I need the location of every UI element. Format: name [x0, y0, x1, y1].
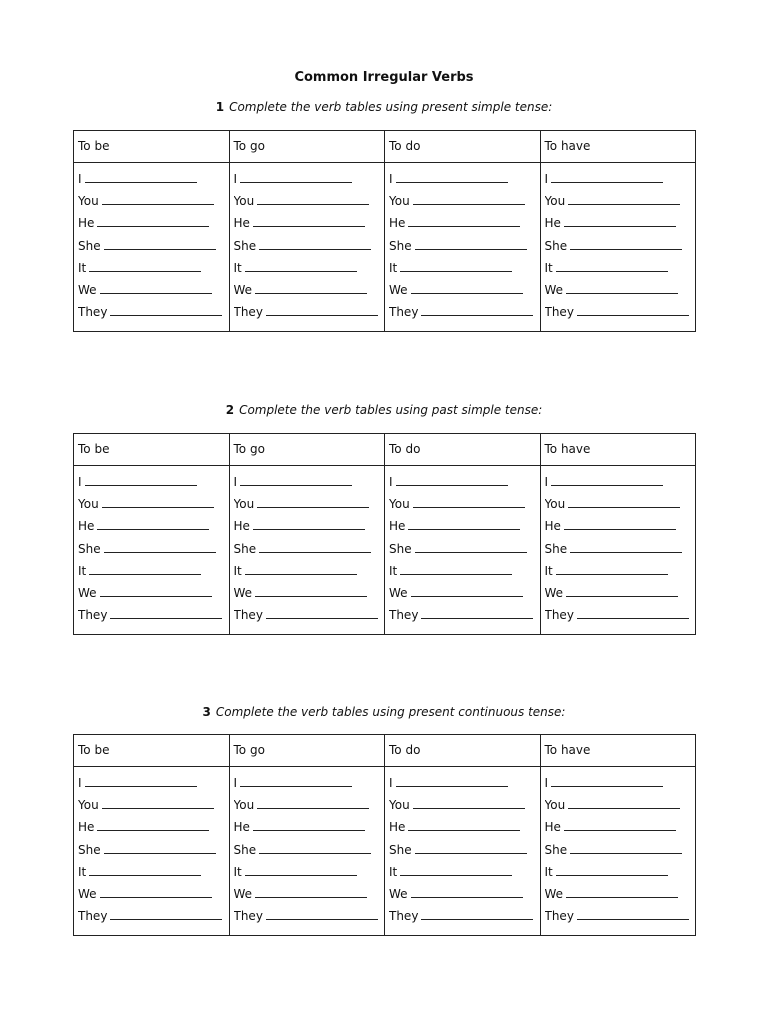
answer-blank[interactable]: [421, 605, 533, 619]
conjugation-row: [74, 767, 696, 936]
pronoun-label: It: [78, 563, 87, 578]
pronoun-line: [78, 794, 227, 816]
pronoun-label: She: [544, 842, 568, 857]
conjugation-cell: [540, 163, 696, 332]
answer-blank[interactable]: [255, 884, 367, 898]
pronoun-line: [234, 279, 383, 301]
answer-blank[interactable]: [110, 605, 222, 619]
pronoun-line: [389, 493, 538, 515]
instruction-text: Complete the verb tables using past simple tense:: [239, 403, 543, 417]
pronoun-label: She: [389, 842, 412, 857]
answer-blank[interactable]: [564, 817, 676, 831]
pronoun-line: [234, 905, 383, 927]
answer-blank[interactable]: [257, 795, 369, 809]
pronoun-label: You: [78, 497, 99, 512]
verb-header: To do: [385, 735, 541, 767]
verb-table-3: [73, 734, 696, 936]
conjugation-cell: [385, 767, 541, 936]
pronoun-label: They: [544, 909, 574, 924]
verb-header-row: [74, 131, 696, 163]
answer-blank[interactable]: [411, 583, 523, 597]
answer-blank[interactable]: [110, 302, 222, 316]
pronoun-label: We: [233, 282, 253, 297]
section-1-instruction: [0, 100, 768, 114]
pronoun-label: She: [78, 541, 101, 556]
pronoun-line: [545, 905, 694, 927]
answer-blank[interactable]: [551, 472, 663, 486]
pronoun-line: [234, 235, 383, 257]
conjugation-cell: [540, 466, 696, 635]
page-title: Common Irregular Verbs: [294, 70, 474, 85]
pronoun-line: [545, 279, 694, 301]
pronoun-label: You: [389, 497, 410, 512]
pronoun-label: It: [233, 563, 242, 578]
pronoun-label: You: [233, 194, 255, 209]
answer-blank[interactable]: [566, 583, 678, 597]
pronoun-label: I: [78, 776, 82, 790]
pronoun-line: [234, 515, 383, 537]
pronoun-line: [78, 582, 227, 604]
pronoun-label: We: [233, 886, 253, 901]
answer-blank[interactable]: [104, 840, 216, 854]
conjugation-cell: [74, 767, 230, 936]
pronoun-line: [234, 604, 383, 626]
answer-blank[interactable]: [85, 773, 197, 787]
pronoun-label: He: [78, 820, 95, 835]
pronoun-label: They: [544, 608, 574, 623]
pronoun-line: [78, 883, 227, 905]
answer-blank[interactable]: [255, 280, 367, 294]
pronoun-label: They: [544, 305, 574, 320]
pronoun-line: [545, 794, 694, 816]
pronoun-line: [389, 301, 538, 323]
answer-blank[interactable]: [257, 191, 369, 205]
pronoun-label: They: [233, 305, 263, 320]
answer-blank[interactable]: [85, 169, 197, 183]
verb-header: To be: [74, 434, 230, 466]
pronoun-line: [545, 190, 694, 212]
pronoun-label: It: [544, 864, 553, 879]
verb-header: To have: [540, 131, 696, 163]
pronoun-label: You: [78, 194, 99, 209]
pronoun-line: [545, 301, 694, 323]
pronoun-label: I: [389, 172, 393, 186]
instruction-text: Complete the verb tables using present continuous tense:: [215, 705, 566, 719]
pronoun-label: I: [78, 172, 82, 186]
pronoun-label: It: [78, 260, 87, 275]
answer-blank[interactable]: [259, 539, 371, 553]
pronoun-label: It: [389, 563, 398, 578]
answer-blank[interactable]: [97, 817, 209, 831]
answer-blank[interactable]: [577, 906, 689, 920]
pronoun-line: [78, 212, 227, 234]
pronoun-line: [234, 582, 383, 604]
pronoun-line: [389, 604, 538, 626]
answer-blank[interactable]: [415, 539, 527, 553]
answer-blank[interactable]: [396, 169, 508, 183]
answer-blank[interactable]: [421, 906, 533, 920]
pronoun-line: [78, 279, 227, 301]
pronoun-line: [545, 235, 694, 257]
pronoun-label: You: [389, 194, 410, 209]
pronoun-line: [78, 839, 227, 861]
verb-table-2: [73, 433, 696, 635]
verb-header: To have: [540, 735, 696, 767]
pronoun-line: [389, 816, 538, 838]
pronoun-label: She: [544, 238, 568, 253]
answer-blank[interactable]: [253, 516, 365, 530]
pronoun-label: They: [78, 608, 108, 623]
section-number: 2: [225, 403, 235, 417]
pronoun-line: [389, 168, 538, 190]
pronoun-line: [234, 816, 383, 838]
answer-blank[interactable]: [89, 561, 201, 575]
answer-blank[interactable]: [396, 472, 508, 486]
conjugation-cell: [385, 163, 541, 332]
pronoun-line: [234, 861, 383, 883]
pronoun-label: It: [544, 563, 553, 578]
pronoun-line: [389, 560, 538, 582]
answer-blank[interactable]: [245, 258, 357, 272]
answer-blank[interactable]: [400, 862, 512, 876]
verb-header: To go: [229, 434, 385, 466]
pronoun-line: [545, 816, 694, 838]
pronoun-label: They: [389, 305, 419, 320]
pronoun-label: We: [78, 886, 97, 901]
pronoun-line: [234, 168, 383, 190]
answer-blank[interactable]: [556, 258, 668, 272]
answer-blank[interactable]: [245, 561, 357, 575]
answer-blank[interactable]: [240, 472, 352, 486]
answer-blank[interactable]: [100, 583, 212, 597]
answer-blank[interactable]: [245, 862, 357, 876]
answer-blank[interactable]: [97, 516, 209, 530]
pronoun-label: She: [78, 238, 101, 253]
pronoun-line: [234, 839, 383, 861]
pronoun-line: [545, 839, 694, 861]
pronoun-line: [234, 471, 383, 493]
pronoun-label: You: [233, 497, 255, 512]
pronoun-label: We: [544, 282, 564, 297]
section-3-instruction: [0, 705, 768, 719]
answer-blank[interactable]: [568, 494, 680, 508]
pronoun-label: She: [389, 541, 412, 556]
pronoun-line: [234, 301, 383, 323]
pronoun-label: He: [233, 820, 250, 835]
pronoun-line: [78, 235, 227, 257]
answer-blank[interactable]: [551, 169, 663, 183]
pronoun-line: [545, 168, 694, 190]
answer-blank[interactable]: [100, 884, 212, 898]
answer-blank[interactable]: [102, 795, 214, 809]
answer-blank[interactable]: [408, 817, 520, 831]
pronoun-label: We: [389, 585, 408, 600]
answer-blank[interactable]: [396, 773, 508, 787]
verb-header-row: [74, 735, 696, 767]
answer-blank[interactable]: [240, 169, 352, 183]
pronoun-label: I: [233, 776, 238, 790]
answer-blank[interactable]: [104, 539, 216, 553]
answer-blank[interactable]: [253, 213, 365, 227]
conjugation-cell: [229, 163, 385, 332]
pronoun-line: [389, 861, 538, 883]
pronoun-label: You: [389, 798, 410, 813]
pronoun-line: [545, 538, 694, 560]
answer-blank[interactable]: [421, 302, 533, 316]
pronoun-label: We: [78, 585, 97, 600]
pronoun-label: He: [389, 216, 406, 231]
answer-blank[interactable]: [413, 494, 525, 508]
pronoun-line: [234, 560, 383, 582]
pronoun-label: They: [78, 909, 108, 924]
pronoun-line: [234, 257, 383, 279]
answer-blank[interactable]: [253, 817, 365, 831]
pronoun-label: He: [78, 216, 95, 231]
answer-blank[interactable]: [100, 280, 212, 294]
verb-header: To do: [385, 434, 541, 466]
conjugation-cell: [74, 466, 230, 635]
pronoun-line: [545, 212, 694, 234]
conjugation-cell: [74, 163, 230, 332]
pronoun-line: [78, 493, 227, 515]
answer-blank[interactable]: [104, 236, 216, 250]
pronoun-label: She: [233, 541, 257, 556]
answer-blank[interactable]: [411, 280, 523, 294]
answer-blank[interactable]: [564, 213, 676, 227]
pronoun-label: They: [233, 608, 263, 623]
pronoun-line: [78, 168, 227, 190]
pronoun-line: [78, 772, 227, 794]
pronoun-line: [234, 538, 383, 560]
pronoun-label: They: [233, 909, 263, 924]
pronoun-line: [389, 582, 538, 604]
pronoun-line: [389, 794, 538, 816]
pronoun-line: [234, 794, 383, 816]
pronoun-label: You: [233, 798, 255, 813]
answer-blank[interactable]: [577, 302, 689, 316]
pronoun-label: He: [544, 216, 561, 231]
pronoun-label: I: [544, 172, 549, 186]
pronoun-line: [389, 235, 538, 257]
answer-blank[interactable]: [551, 773, 663, 787]
pronoun-label: We: [544, 585, 564, 600]
pronoun-label: They: [389, 608, 419, 623]
verb-header-row: [74, 434, 696, 466]
pronoun-line: [78, 560, 227, 582]
conjugation-cell: [229, 767, 385, 936]
answer-blank[interactable]: [240, 773, 352, 787]
pronoun-label: He: [233, 216, 250, 231]
pronoun-label: I: [233, 172, 238, 186]
answer-blank[interactable]: [568, 191, 680, 205]
pronoun-line: [545, 604, 694, 626]
pronoun-label: He: [233, 519, 250, 534]
pronoun-line: [78, 190, 227, 212]
pronoun-line: [78, 816, 227, 838]
pronoun-line: [389, 538, 538, 560]
pronoun-line: [545, 257, 694, 279]
pronoun-line: [389, 190, 538, 212]
pronoun-line: [545, 515, 694, 537]
pronoun-label: She: [389, 238, 412, 253]
conjugation-row: [74, 466, 696, 635]
pronoun-label: She: [78, 842, 101, 857]
verb-header: To be: [74, 735, 230, 767]
answer-blank[interactable]: [415, 840, 527, 854]
pronoun-label: I: [233, 475, 238, 489]
pronoun-label: She: [544, 541, 568, 556]
answer-blank[interactable]: [413, 795, 525, 809]
pronoun-label: You: [544, 194, 566, 209]
verb-header: To be: [74, 131, 230, 163]
answer-blank[interactable]: [577, 605, 689, 619]
pronoun-line: [389, 257, 538, 279]
answer-blank[interactable]: [85, 472, 197, 486]
conjugation-cell: [385, 466, 541, 635]
answer-blank[interactable]: [266, 302, 378, 316]
conjugation-cell: [540, 767, 696, 936]
pronoun-label: She: [233, 842, 257, 857]
answer-blank[interactable]: [566, 280, 678, 294]
pronoun-line: [545, 493, 694, 515]
answer-blank[interactable]: [259, 236, 371, 250]
pronoun-label: We: [78, 282, 97, 297]
pronoun-line: [78, 538, 227, 560]
section-number: 3: [202, 705, 211, 719]
pronoun-line: [389, 772, 538, 794]
answer-blank[interactable]: [102, 191, 214, 205]
pronoun-label: You: [544, 798, 566, 813]
answer-blank[interactable]: [568, 795, 680, 809]
pronoun-line: [545, 471, 694, 493]
pronoun-label: She: [233, 238, 257, 253]
answer-blank[interactable]: [564, 516, 676, 530]
pronoun-label: You: [78, 798, 99, 813]
pronoun-label: We: [389, 886, 408, 901]
pronoun-label: It: [544, 260, 553, 275]
pronoun-label: We: [233, 585, 253, 600]
verb-header: To go: [229, 131, 385, 163]
section-2-instruction: [0, 403, 768, 417]
verb-table-1: [73, 130, 696, 332]
pronoun-line: [234, 883, 383, 905]
pronoun-line: [545, 560, 694, 582]
answer-blank[interactable]: [110, 906, 222, 920]
pronoun-line: [78, 515, 227, 537]
pronoun-line: [78, 604, 227, 626]
answer-blank[interactable]: [255, 583, 367, 597]
answer-blank[interactable]: [266, 605, 378, 619]
pronoun-line: [545, 582, 694, 604]
answer-blank[interactable]: [566, 884, 678, 898]
conjugation-cell: [229, 466, 385, 635]
pronoun-line: [78, 905, 227, 927]
answer-blank[interactable]: [266, 906, 378, 920]
pronoun-label: They: [78, 305, 108, 320]
pronoun-line: [389, 212, 538, 234]
pronoun-line: [545, 861, 694, 883]
pronoun-line: [78, 471, 227, 493]
answer-blank[interactable]: [570, 236, 682, 250]
pronoun-line: [78, 257, 227, 279]
pronoun-label: It: [78, 864, 87, 879]
pronoun-line: [389, 471, 538, 493]
pronoun-line: [78, 861, 227, 883]
answer-blank[interactable]: [556, 862, 668, 876]
answer-blank[interactable]: [411, 884, 523, 898]
verb-header: To have: [540, 434, 696, 466]
pronoun-label: It: [389, 864, 398, 879]
answer-blank[interactable]: [89, 862, 201, 876]
answer-blank[interactable]: [570, 840, 682, 854]
pronoun-line: [389, 515, 538, 537]
pronoun-line: [545, 883, 694, 905]
answer-blank[interactable]: [413, 191, 525, 205]
pronoun-line: [78, 301, 227, 323]
answer-blank[interactable]: [556, 561, 668, 575]
pronoun-line: [389, 883, 538, 905]
pronoun-label: He: [389, 820, 406, 835]
pronoun-line: [234, 190, 383, 212]
pronoun-line: [234, 772, 383, 794]
pronoun-line: [389, 905, 538, 927]
pronoun-label: I: [544, 475, 549, 489]
pronoun-line: [234, 212, 383, 234]
answer-blank[interactable]: [89, 258, 201, 272]
verb-header: To go: [229, 735, 385, 767]
verb-header: To do: [385, 131, 541, 163]
pronoun-label: I: [389, 475, 393, 489]
answer-blank[interactable]: [257, 494, 369, 508]
pronoun-label: You: [544, 497, 566, 512]
pronoun-label: He: [389, 519, 406, 534]
answer-blank[interactable]: [408, 516, 520, 530]
pronoun-label: We: [544, 886, 564, 901]
answer-blank[interactable]: [400, 258, 512, 272]
pronoun-label: They: [389, 909, 419, 924]
pronoun-label: He: [544, 519, 561, 534]
pronoun-label: I: [544, 776, 549, 790]
pronoun-label: It: [389, 260, 398, 275]
answer-blank[interactable]: [415, 236, 527, 250]
answer-blank[interactable]: [400, 561, 512, 575]
answer-blank[interactable]: [408, 213, 520, 227]
answer-blank[interactable]: [102, 494, 214, 508]
pronoun-label: He: [544, 820, 561, 835]
pronoun-label: I: [78, 475, 82, 489]
pronoun-label: It: [233, 260, 242, 275]
answer-blank[interactable]: [259, 840, 371, 854]
instruction-text: Complete the verb tables using present simple tense:: [229, 100, 553, 114]
section-number: 1: [215, 100, 225, 114]
pronoun-line: [545, 772, 694, 794]
pronoun-line: [389, 839, 538, 861]
answer-blank[interactable]: [570, 539, 682, 553]
pronoun-label: I: [389, 776, 393, 790]
pronoun-label: We: [389, 282, 408, 297]
conjugation-row: [74, 163, 696, 332]
pronoun-line: [234, 493, 383, 515]
answer-blank[interactable]: [97, 213, 209, 227]
pronoun-label: It: [233, 864, 242, 879]
pronoun-label: He: [78, 519, 95, 534]
pronoun-line: [389, 279, 538, 301]
